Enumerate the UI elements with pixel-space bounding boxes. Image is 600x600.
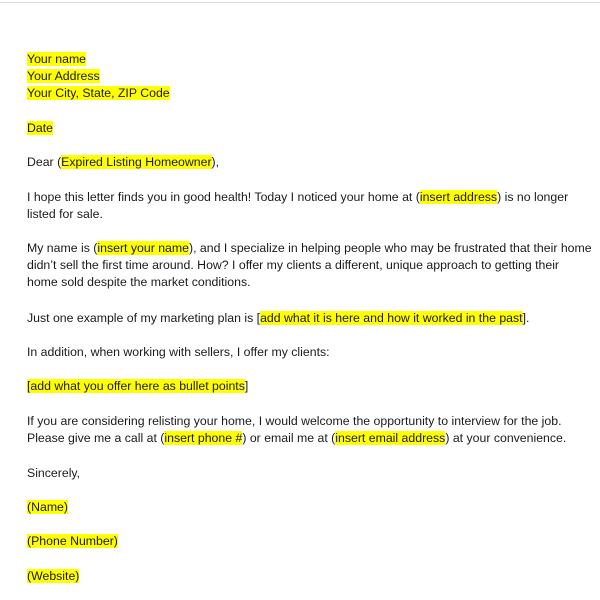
- bullet-end: ]: [244, 379, 249, 393]
- signature-phone: (Phone Number): [27, 534, 118, 548]
- sender-address-line: [27, 68, 100, 85]
- para1-text-c: listed for sale.: [27, 207, 103, 221]
- offer-placeholder: add what you offer here as bullet points: [30, 379, 245, 393]
- address-placeholder: insert address: [419, 190, 498, 204]
- sender-city: Your City, State, ZIP Code: [27, 86, 170, 100]
- para6-text-a: If you are considering relisting your home, I would welcome the opportunity to interview for the job.: [27, 414, 562, 428]
- para6-line1: [27, 413, 562, 430]
- marketing-plan-placeholder: add what it is here and how it worked in the past: [260, 311, 523, 325]
- sender-city-line: [27, 85, 170, 102]
- date-line: [27, 120, 53, 137]
- para4-line: [27, 344, 330, 361]
- para3-line: [27, 310, 529, 327]
- para6-text-c: ) or email me at (: [242, 431, 336, 445]
- closing-text: Sincerely,: [27, 466, 81, 480]
- para2-text-c: didn’t sell the first time around. How? I offer my clients a different, unique approach to getting their: [27, 258, 560, 272]
- para1-line2: [27, 206, 103, 223]
- sender-address: Your Address: [27, 69, 100, 83]
- page-top-border: [0, 2, 600, 3]
- para2-text-b: ), and I specialize in helping people who may be frustrated that their home: [188, 241, 592, 255]
- para1-text-a: I hope this letter finds you in good health! Today I noticed your home at (: [27, 190, 420, 204]
- para6-text-b: Please give me a call at (: [27, 431, 165, 445]
- bullet-start: [: [27, 379, 31, 393]
- signature-website-line: [27, 568, 79, 585]
- para6-line2: [27, 430, 566, 447]
- signature-website: (Website): [27, 569, 80, 583]
- sender-name: Your name: [27, 52, 87, 66]
- para3-text-a: Just one example of my marketing plan is [: [27, 311, 261, 325]
- para2-line1: [27, 240, 592, 257]
- email-placeholder: insert email address: [335, 431, 446, 445]
- signature-name-line: [27, 499, 68, 516]
- phone-placeholder: insert phone #: [164, 431, 243, 445]
- your-name-placeholder: insert your name: [97, 241, 189, 255]
- para2-line3: [27, 274, 251, 291]
- para2-text-a: My name is (: [27, 241, 98, 255]
- greeting-line: [27, 154, 219, 171]
- sender-name-line: [27, 51, 86, 68]
- para2-text-d: home sold despite the market conditions.: [27, 275, 251, 289]
- closing-line: [27, 465, 80, 482]
- recipient-placeholder: Expired Listing Homeowner: [61, 155, 212, 169]
- para6-text-d: ) at your convenience.: [445, 431, 567, 445]
- para1-line1: [27, 189, 568, 206]
- signature-name: (Name): [27, 500, 68, 514]
- greeting-suffix: ),: [211, 155, 220, 169]
- greeting-prefix: Dear (: [27, 155, 62, 169]
- para2-line2: [27, 257, 559, 274]
- letter-date: Date: [27, 121, 53, 135]
- para1-text-b: ) is no longer: [497, 190, 569, 204]
- para5-line: [27, 378, 248, 395]
- para4-text: In addition, when working with sellers, I offer my clients:: [27, 345, 330, 359]
- signature-phone-line: [27, 533, 118, 550]
- para3-text-b: ].: [522, 311, 530, 325]
